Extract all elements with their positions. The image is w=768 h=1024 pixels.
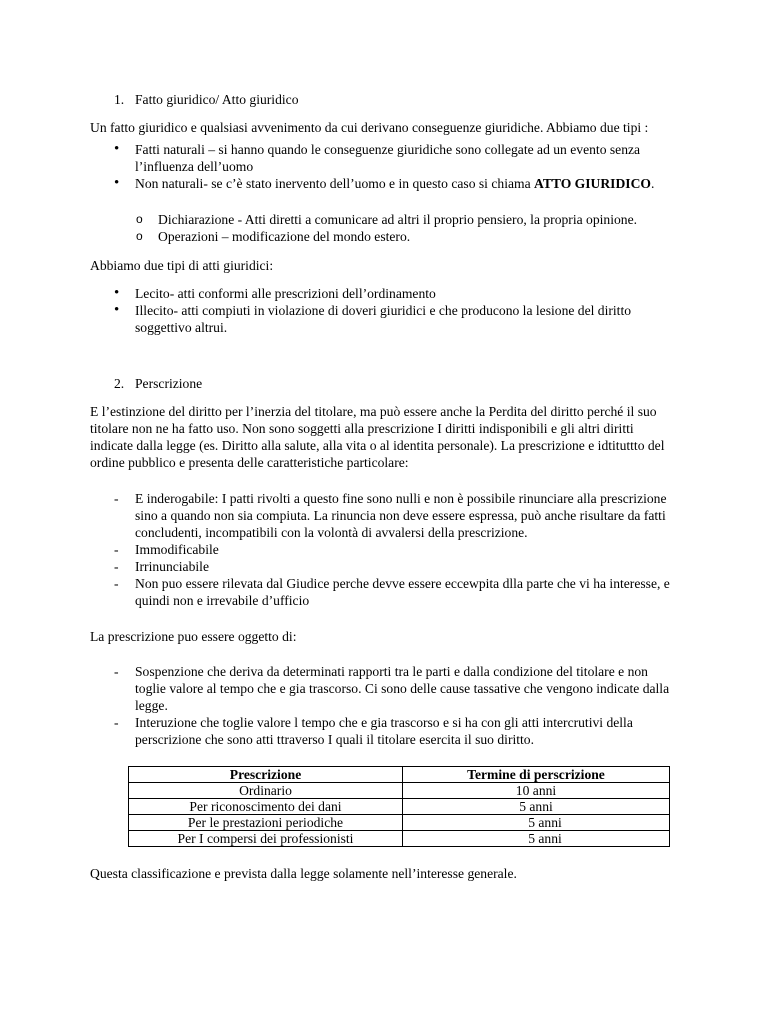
list-item-text: Sospenzione che deriva da determinati rapporti tra le parti e dalla condizione del titolare e non toglie valore al tempo che e gia trascorso. Ci sono delle cause tassative che vengono indicate dalla legge. — [135, 664, 670, 713]
list-item — [90, 541, 675, 558]
table-header-row — [129, 767, 670, 783]
list-item — [90, 490, 675, 541]
paragraph-object-intro: La prescrizione puo essere oggetto di: — [90, 629, 297, 644]
dash-icon: - — [114, 715, 119, 730]
document-page — [90, 91, 675, 882]
section-title: Fatto giuridico/ Atto giuridico — [135, 92, 299, 107]
dash-icon: - — [114, 542, 119, 557]
table-cell: 5 anni — [403, 831, 670, 847]
table-cell: Per I compersi dei professionisti — [129, 831, 403, 847]
prescription-table — [128, 766, 670, 847]
bullet-icon: • — [114, 302, 120, 318]
table-cell: 5 anni — [403, 799, 670, 815]
list-item-text-before: Non naturali- se c’è stato inervento dell’uomo e in questo caso si chiama — [135, 176, 535, 191]
list-item — [90, 302, 675, 336]
circle-bullet-icon: o — [136, 229, 143, 243]
dash-list-characteristics — [90, 490, 675, 609]
dash-icon: - — [114, 576, 119, 591]
list-item — [90, 285, 675, 302]
table-row — [129, 799, 670, 815]
table-row — [129, 831, 670, 847]
table-cell: 10 anni — [403, 783, 670, 799]
dash-icon: - — [114, 664, 119, 679]
list-item-text: Immodificabile — [135, 542, 219, 557]
paragraph-intro-2: E l’estinzione del diritto per l’inerzia del titolare, ma può essere anche la Perdita del diritto perché il suo titolare non ne ha fatto uso. Non sono soggetti alla prescrizione I diritti indisponibili e gli altri diritti indicate dalla legge (es. Diritto alla salute, alla vita o al identita personale). La prescrizione e idtituttto del ordine pubblico e presenta delle caratteristiche particolare: — [90, 404, 665, 470]
bullet-icon: • — [114, 175, 120, 191]
list-item-text: Fatti naturali – si hanno quando le conseguenze giuridiche sono collegate ad un evento senza l’influenza dell’uomo — [135, 142, 641, 174]
list-item — [90, 228, 675, 245]
bullet-icon: • — [114, 285, 120, 301]
list-item-text: Lecito- atti conformi alle prescrizioni dell’ordinamento — [135, 286, 436, 301]
table-row — [129, 783, 670, 799]
dash-icon: - — [114, 491, 119, 506]
list-item — [90, 663, 675, 714]
section-heading-2 — [114, 375, 675, 392]
list-item-text: Dichiarazione - Atti diretti a comunicare ad altri il proprio pensiero, la propria opinione. — [158, 212, 638, 227]
table-row — [129, 815, 670, 831]
list-item-text: Operazioni – modificazione del mondo estero. — [158, 229, 411, 244]
list-item — [90, 175, 675, 192]
paragraph-intro-1: Un fatto giuridico e qualsiasi avvenimento da cui derivano conseguenze giuridiche. Abbiamo due tipi : — [90, 120, 649, 135]
sub-bullet-list-acts — [90, 211, 675, 245]
bullet-list-act-types — [90, 285, 675, 336]
circle-bullet-icon: o — [136, 212, 143, 226]
dash-list-objects — [90, 663, 675, 748]
bullet-icon: • — [114, 141, 120, 157]
list-item — [90, 558, 675, 575]
list-item-text: Interuzione che toglie valore l tempo che e gia trascorso e si ha con gli atti intercrutivi della perscrizione che sono atti ttraverso I quali il titolare esercita il suo diritto. — [135, 715, 633, 747]
list-item-text: E inderogabile: I patti rivolti a questo fine sono nulli e non è possibile rinunciare alla prescrizione sino a quando non sia compiuta. La rinuncia non deve essere espressa, può anche risultare da fatti concludenti, incompatibili con la volontà di avvalersi della prescrizione. — [135, 491, 667, 540]
list-item-text: Illecito- atti compiuti in violazione di doveri giuridici e che producono la lesione del diritto soggettivo altrui. — [135, 303, 632, 335]
list-item-text — [135, 175, 675, 192]
list-item-text: Non puo essere rilevata dal Giudice perche devve essere eccewpita dlla parte che vi ha interesse, e quindi non e irrevabile d’ufficio — [135, 576, 670, 608]
list-item — [90, 211, 675, 228]
list-item — [90, 141, 675, 175]
paragraph-closing: Questa classificazione e prevista dalla legge solamente nell’interesse generale. — [90, 866, 517, 881]
section-heading-1 — [114, 91, 675, 108]
table-header-cell: Prescrizione — [129, 767, 403, 783]
table-cell: 5 anni — [403, 815, 670, 831]
bullet-list-fact-types — [90, 141, 675, 192]
table-cell: Per le prestazioni periodiche — [129, 815, 403, 831]
dash-icon: - — [114, 559, 119, 574]
section-number: 1. — [114, 92, 125, 107]
paragraph-types-intro: Abbiamo due tipi di atti giuridici: — [90, 258, 274, 273]
table-cell: Per riconoscimento dei dani — [129, 799, 403, 815]
list-item-text: Irrinunciabile — [135, 559, 209, 574]
list-item — [90, 575, 675, 609]
section-title: Perscrizione — [135, 376, 203, 391]
list-item — [90, 714, 675, 748]
table-header-cell: Termine di perscrizione — [403, 767, 670, 783]
list-item-text-after: . — [650, 176, 655, 191]
table-cell: Ordinario — [129, 783, 403, 799]
section-number: 2. — [114, 376, 125, 391]
bold-term: ATTO GIURIDICO — [534, 176, 651, 191]
